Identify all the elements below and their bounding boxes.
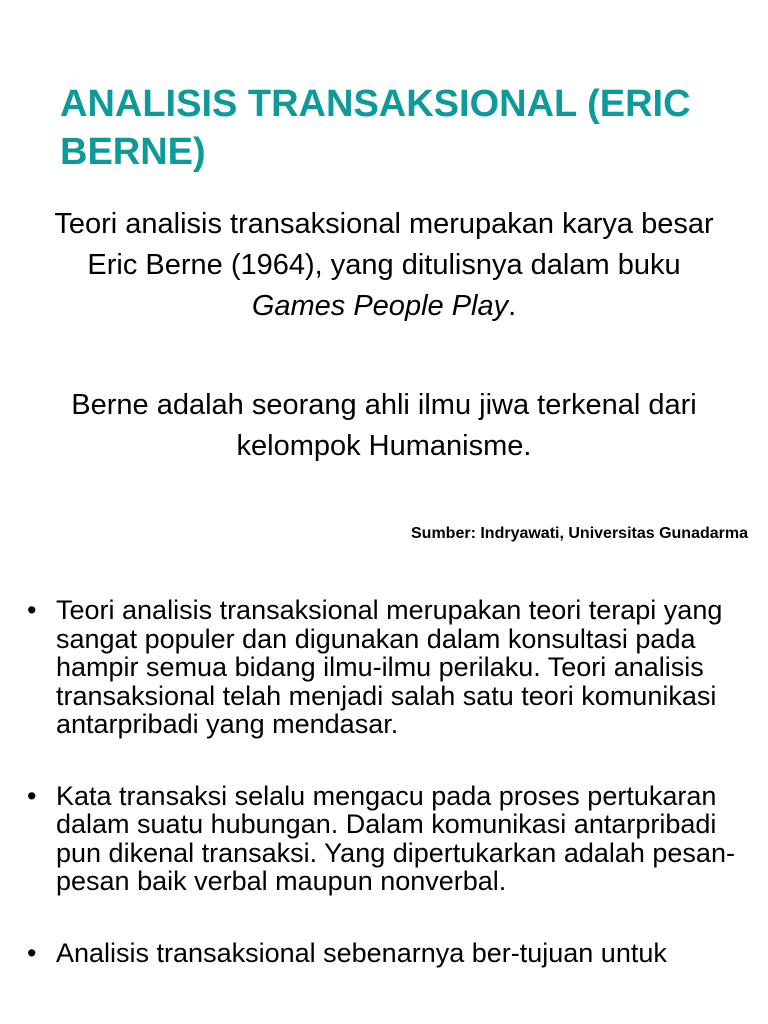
bullet-marker: • [27,937,37,968]
intro-paragraph [40,204,728,327]
bullet-text: Teori analisis transaksional merupakan teori terapi yang sangat populer dan digunakan dalam konsultasi pada hampir semua bidang ilmu-ilmu perilaku. Teori analisis transaksional telah menjadi salah satu teori komunikasi antarpribadi yang mendasar. [56,595,723,739]
bullet-list [0,596,768,1010]
bullet-text: Analisis transaksional sebenarnya ber-tujuan untuk [56,937,667,968]
slide-title: ANALISIS TRANSAKSIONAL (ERIC BERNE) [60,83,691,173]
bullet-item [0,939,768,968]
bullet-marker: • [27,780,37,811]
bullet-marker: • [27,595,37,625]
source-citation: Sumber: Indryawati, Universitas Gunadarma [411,525,748,542]
book-title: Games People Play [251,290,509,322]
intro-text-end: . [508,290,517,322]
intro-text: Teori analisis transaksional merupakan karya besar Eric Berne (1964), yang ditulisnya dalam buku [54,208,714,281]
berne-description: Berne adalah seorang ahli ilmu jiwa terkenal dari kelompok Humanisme. [71,389,697,462]
bullet-text: Kata transaksi selalu mengacu pada proses pertukaran dalam suatu hubungan. Dalam komunikasi antarpribadi pun dikenal transaksi. Yang dipertukarkan adalah pesan-pesan baik verbal maupun nonverbal. [56,780,735,896]
bullet-item [0,782,768,896]
bullet-item [0,596,768,739]
